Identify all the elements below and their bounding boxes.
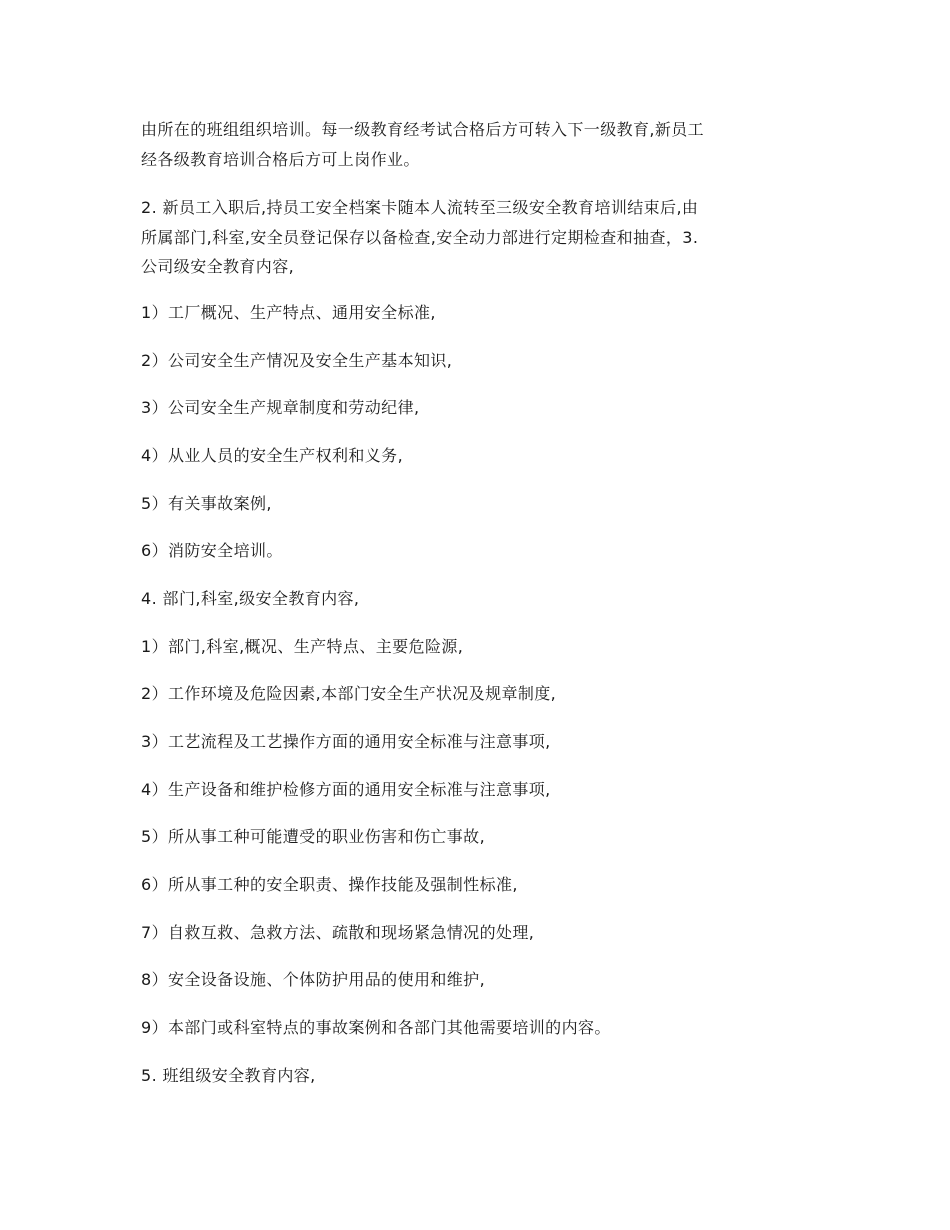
- text-line: 2）公司安全生产情况及安全生产基本知识,: [141, 351, 453, 370]
- text-line: 6）所从事工种的安全职责、操作技能及强制性标准,: [141, 875, 518, 894]
- text-line: 4. 部门,科室,级安全教育内容,: [141, 589, 360, 608]
- text-line: 2. 新员工入职后,持员工安全档案卡随本人流转至三级安全教育培训结束后,由: [141, 198, 699, 217]
- text-line: 由所在的班组组织培训。每一级教育经考试合格后方可转入下一级教育,新员工: [141, 120, 705, 139]
- list-item: [141, 1013, 821, 1043]
- list-item: [141, 918, 821, 948]
- text-line: 4）生产设备和维护检修方面的通用安全标准与注意事项,: [141, 780, 551, 799]
- list-item: [141, 393, 821, 423]
- text-line: 3）工艺流程及工艺操作方面的通用安全标准与注意事项,: [141, 732, 551, 751]
- text-line: 3）公司安全生产规章制度和劳动纪律,: [141, 398, 420, 417]
- text-line: 1）工厂概况、生产特点、通用安全标准,: [141, 303, 436, 322]
- text-line: 公司级安全教育内容,: [141, 257, 295, 276]
- text-line: 所属部门,科室,安全员登记保存以备检查,安全动力部进行定期检查和抽查，3.: [141, 227, 699, 247]
- text-line: 6）消防安全培训。: [141, 541, 283, 560]
- list-item: [141, 441, 821, 471]
- list-item: [141, 822, 821, 852]
- text-line: 5）所从事工种可能遭受的职业伤害和伤亡事故,: [141, 827, 486, 846]
- text-line: 1）部门,科室,概况、生产特点、主要危险源,: [141, 637, 464, 656]
- text-line: 7）自救互救、急救方法、疏散和现场紧急情况的处理,: [141, 923, 535, 942]
- list-item: [141, 346, 821, 376]
- text-line: 2）工作环境及危险因素,本部门安全生产状况及规章制度,: [141, 684, 557, 703]
- list-item: [141, 965, 821, 995]
- section-heading: [141, 1061, 821, 1091]
- section-heading: [141, 584, 821, 614]
- text-line: 5. 班组级安全教育内容,: [141, 1066, 316, 1085]
- paragraph: [141, 115, 821, 174]
- list-item: [141, 298, 821, 328]
- text-line: 经各级教育培训合格后方可上岗作业。: [141, 149, 420, 169]
- list-item: [141, 775, 821, 805]
- list-item: [141, 489, 821, 519]
- text-line: 9）本部门或科室特点的事故案例和各部门其他需要培训的内容。: [141, 1018, 611, 1037]
- text-line: 5）有关事故案例,: [141, 494, 272, 513]
- list-item: [141, 536, 821, 566]
- text-line: 4）从业人员的安全生产权利和义务,: [141, 446, 404, 465]
- list-item: [141, 632, 821, 662]
- paragraph: [141, 193, 821, 282]
- list-item: [141, 679, 821, 709]
- list-item: [141, 870, 821, 900]
- list-item: [141, 727, 821, 757]
- text-line: 8）安全设备设施、个体防护用品的使用和维护,: [141, 970, 486, 989]
